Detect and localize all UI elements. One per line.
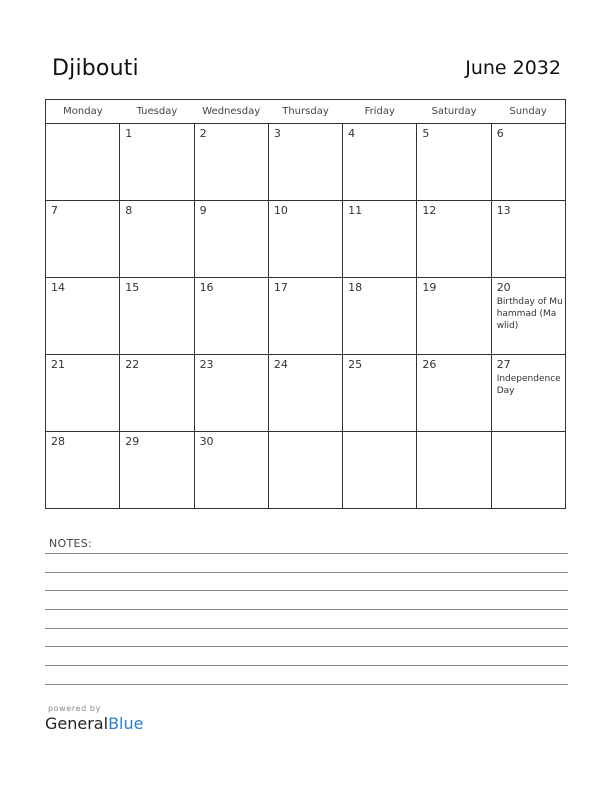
weekday-header: Saturday: [417, 100, 491, 124]
day-number: 2: [199, 127, 207, 140]
day-number: 22: [125, 358, 140, 371]
day-cell: [120, 278, 194, 355]
week-row: [46, 278, 566, 355]
day-cell: [268, 432, 342, 509]
day-number: 8: [125, 204, 133, 217]
day-cell: [46, 278, 120, 355]
day-cell: [491, 124, 565, 201]
day-number: 27: [496, 358, 511, 371]
day-number: 18: [348, 281, 363, 294]
day-cell: [46, 124, 120, 201]
week-row: [46, 355, 566, 432]
weekday-header: Thursday: [268, 100, 342, 124]
holiday-label: Birthday of Muhammad (Mawlid): [496, 297, 563, 331]
day-number: 4: [348, 127, 356, 140]
week-row: [46, 201, 566, 278]
day-number: 19: [422, 281, 437, 294]
day-number: 20: [496, 281, 511, 294]
weekday-header-row: [46, 100, 566, 124]
day-cell: [120, 201, 194, 278]
day-cell: [194, 124, 268, 201]
day-cell: [417, 432, 491, 509]
day-number: 6: [496, 127, 504, 140]
day-number: 1: [125, 127, 133, 140]
day-cell: [491, 355, 565, 432]
brand-name: [45, 714, 143, 733]
day-cell: [268, 355, 342, 432]
note-line: [45, 628, 568, 629]
brand-logo: [45, 704, 143, 733]
day-cell: [491, 201, 565, 278]
day-number: 26: [422, 358, 437, 371]
month-year-title: June 2032: [465, 57, 561, 79]
holiday-label: Independence Day: [496, 374, 561, 396]
day-cell: [46, 355, 120, 432]
day-number: 12: [422, 204, 437, 217]
note-line: [45, 609, 568, 610]
calendar-grid: [45, 99, 566, 509]
day-cell: [491, 278, 565, 355]
day-number: 29: [125, 435, 140, 448]
note-line: [45, 590, 568, 591]
day-cell: [194, 278, 268, 355]
day-cell: [194, 201, 268, 278]
day-number: 30: [199, 435, 214, 448]
day-cell: [120, 355, 194, 432]
day-number: 16: [199, 281, 214, 294]
day-number: 28: [51, 435, 65, 448]
week-row: [46, 432, 566, 509]
day-number: 17: [273, 281, 288, 294]
weekday-header: Wednesday: [194, 100, 268, 124]
weekday-header: Tuesday: [120, 100, 194, 124]
day-cell: [268, 124, 342, 201]
day-cell: [46, 201, 120, 278]
day-cell: [268, 278, 342, 355]
day-cell: [120, 432, 194, 509]
day-number: 15: [125, 281, 140, 294]
note-line: [45, 646, 568, 647]
day-number: 11: [348, 204, 363, 217]
day-number: 24: [273, 358, 288, 371]
day-number: 21: [51, 358, 65, 371]
week-row: [46, 124, 566, 201]
day-number: 3: [273, 127, 281, 140]
day-number: 25: [348, 358, 363, 371]
brand-name-blue: Blue: [108, 714, 144, 733]
day-number: 23: [199, 358, 214, 371]
day-cell: [417, 278, 491, 355]
day-number: 5: [422, 127, 430, 140]
day-cell: [343, 432, 417, 509]
day-number: 7: [51, 204, 58, 217]
day-cell: [343, 278, 417, 355]
day-cell: [343, 355, 417, 432]
country-title: Djibouti: [52, 56, 139, 81]
day-cell: [343, 201, 417, 278]
day-number: 9: [199, 204, 207, 217]
day-cell: [417, 355, 491, 432]
day-cell: [491, 432, 565, 509]
note-line: [45, 665, 568, 666]
day-cell: [417, 124, 491, 201]
weekday-header: Friday: [343, 100, 417, 124]
note-line: [45, 553, 568, 554]
note-line: [45, 684, 568, 685]
note-line: [45, 572, 568, 573]
day-number: 14: [51, 281, 65, 294]
brand-name-general: General: [45, 714, 109, 733]
notes-label: NOTES:: [49, 537, 93, 550]
day-cell: [120, 124, 194, 201]
weekday-header: Monday: [46, 100, 120, 124]
day-cell: [194, 355, 268, 432]
day-number: 10: [273, 204, 288, 217]
day-cell: [268, 201, 342, 278]
day-number: 13: [496, 204, 511, 217]
weekday-header: Sunday: [491, 100, 565, 124]
day-cell: [194, 432, 268, 509]
powered-by-text: powered by: [48, 704, 101, 713]
day-cell: [343, 124, 417, 201]
day-cell: [46, 432, 120, 509]
day-cell: [417, 201, 491, 278]
